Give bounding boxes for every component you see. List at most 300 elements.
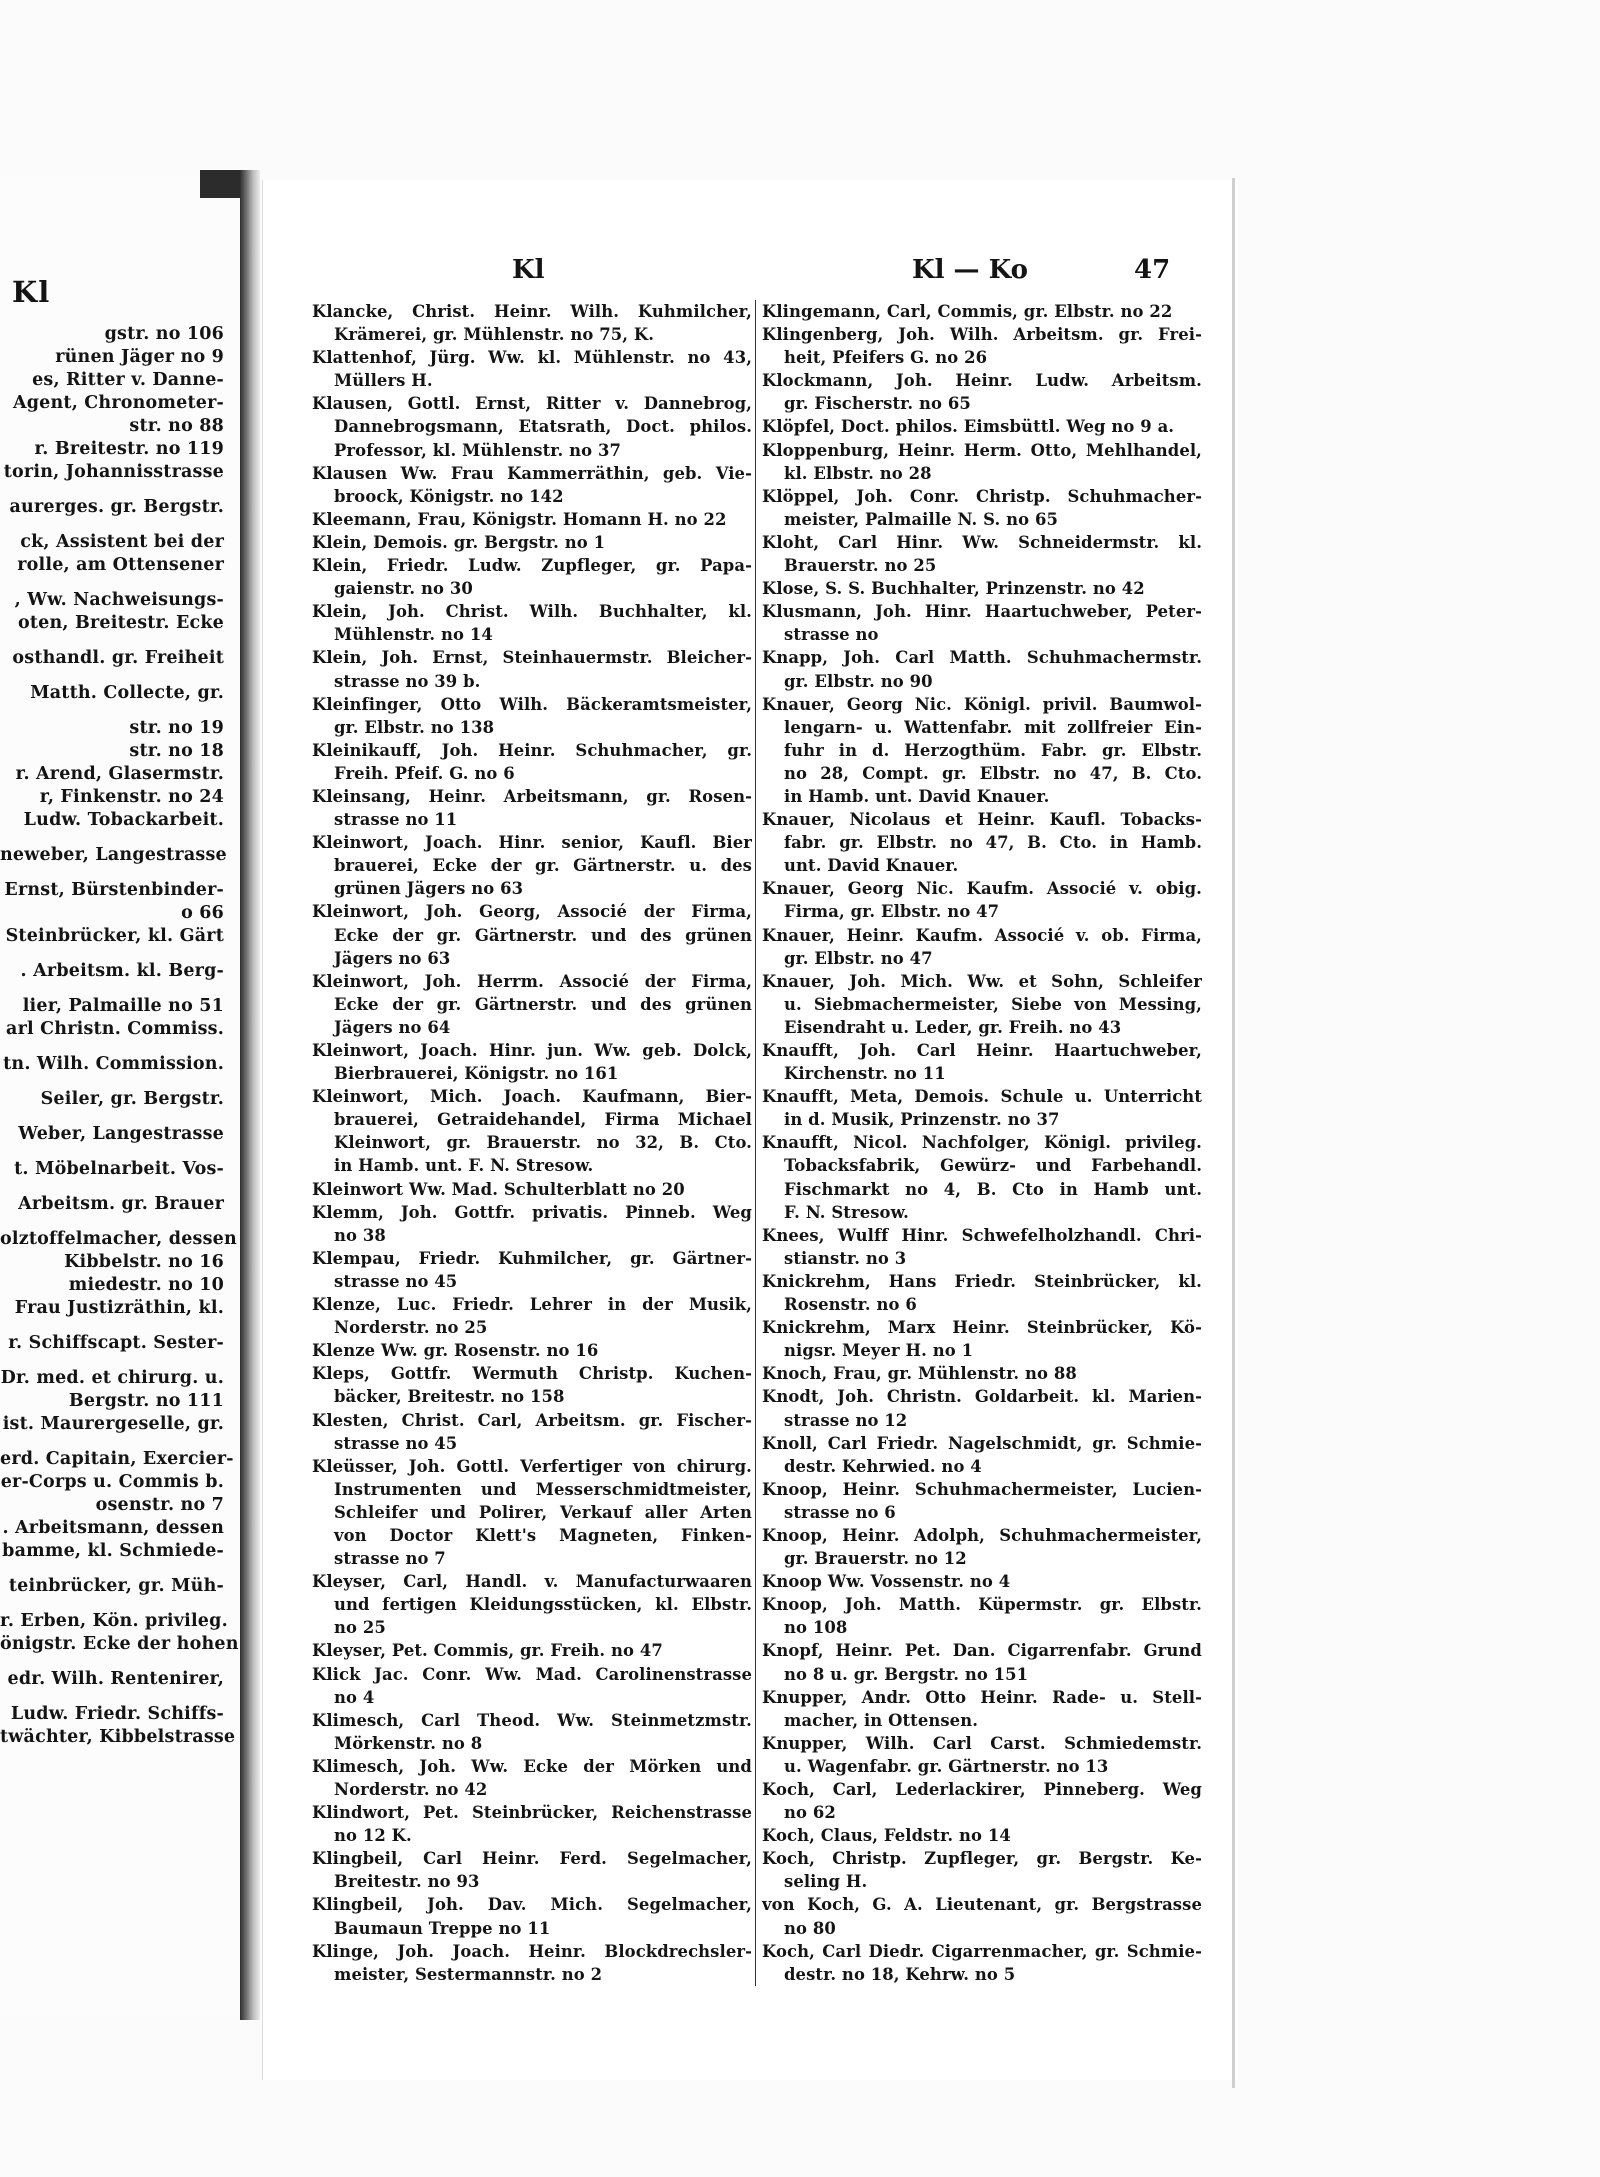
previous-page-line: r. Arend, Glasermstr. — [15, 764, 224, 784]
directory-entry — [312, 785, 752, 831]
entry-continuation-line: Kirchenstr. no 11 — [784, 1064, 946, 1084]
entry-continuation-line: fabr. gr. Elbstr. no 47, B. Cto. in Hamb. — [784, 833, 1202, 853]
entry-name-line: Klick Jac. Conr. Ww. Mad. Carolinenstrasse — [312, 1664, 752, 1684]
directory-entry — [762, 577, 1202, 600]
directory-entry — [762, 808, 1202, 877]
entry-continuation-line: in Hamb. unt. F. N. Stresow. — [334, 1156, 594, 1176]
directory-entry — [312, 1085, 752, 1177]
entry-name-line: Klingbeil, Joh. Dav. Mich. Segelmacher, — [312, 1895, 752, 1915]
directory-entry — [762, 1432, 1202, 1478]
previous-page-line — [0, 670, 240, 682]
previous-page-line: Dr. med. et chirurg. u. — [0, 1368, 224, 1388]
directory-entry — [312, 1362, 752, 1408]
entry-continuation-line: gr. Elbstr. no 47 — [784, 948, 933, 968]
directory-entry — [762, 1639, 1202, 1685]
entry-name-line: Klockmann, Joh. Heinr. Ludw. Arbeitsm. — [762, 371, 1202, 391]
entry-continuation-line: no 80 — [784, 1918, 836, 1938]
entry-name-line: Knopf, Heinr. Pet. Dan. Cigarrenfabr. Grund — [762, 1641, 1202, 1661]
directory-entry — [762, 415, 1202, 438]
previous-page-line: ck, Assistent bei der — [20, 532, 224, 552]
directory-entry — [762, 1085, 1202, 1131]
previous-page-line: str. no 18 — [129, 741, 224, 761]
book-gutter — [240, 170, 260, 2020]
previous-page-line: neweber, Langestrasse — [0, 845, 227, 865]
directory-entry — [312, 739, 752, 785]
previous-page-line: lier, Palmaille no 51 — [22, 996, 224, 1016]
entry-continuation-line: Rosenstr. no 6 — [784, 1295, 917, 1315]
entry-name-line: Klindwort, Pet. Steinbrücker, Reichenstrasse — [312, 1803, 752, 1823]
previous-page-line — [0, 867, 240, 879]
entry-continuation-line: no 108 — [784, 1618, 848, 1638]
directory-entry — [762, 1732, 1202, 1778]
entry-name-line: Klingemann, Carl, Commis, gr. Elbstr. no 22 — [762, 302, 1173, 321]
entry-name-line: Knauer, Georg Nic. Kaufm. Associé v. obig. — [762, 879, 1202, 899]
previous-page-line — [0, 1656, 240, 1668]
entry-name-line: Koch, Carl, Lederlackirer, Pinneberg. Weg — [762, 1780, 1202, 1799]
entry-continuation-line: gr. Elbstr. no 138 — [334, 717, 495, 737]
entry-name-line: Klenze Ww. gr. Rosenstr. no 16 — [312, 1341, 599, 1361]
directory-entry — [762, 1778, 1202, 1824]
directory-entry — [312, 1201, 752, 1247]
entry-name-line: Kleinikauff, Joh. Heinr. Schuhmacher, gr. — [312, 740, 752, 760]
directory-entry — [762, 323, 1202, 369]
entry-name-line: Knoop, Heinr. Schuhmachermeister, Lucien- — [762, 1479, 1202, 1499]
entry-name-line: Knapp, Joh. Carl Matth. Schuhmachermstr. — [762, 648, 1202, 668]
entry-continuation-line: gr. Brauerstr. no 12 — [784, 1549, 967, 1569]
page-header — [262, 255, 1187, 291]
previous-page-text — [0, 323, 240, 1749]
directory-entry — [312, 1570, 752, 1639]
entry-continuation-line: strasse no 6 — [784, 1502, 896, 1522]
entry-name-line: von Koch, G. A. Lieutenant, gr. Bergstrasse — [762, 1895, 1202, 1915]
directory-entry — [312, 1455, 752, 1570]
entry-continuation-line: Mühlenstr. no 14 — [334, 625, 493, 645]
entry-name-line: Kleinwort, Mich. Joach. Kaufmann, Bier- — [312, 1087, 752, 1107]
previous-page-line — [0, 1146, 240, 1158]
entry-name-line: Knaufft, Joh. Carl Heinr. Haartuchweber, — [762, 1041, 1202, 1060]
directory-entry — [312, 1409, 752, 1455]
entry-continuation-line: Eisendraht u. Leder, gr. Freih. no 43 — [784, 1017, 1122, 1037]
directory-entry — [312, 300, 752, 346]
entry-continuation-line: strasse no 39 b. — [334, 671, 481, 691]
previous-page-line: osthandl. gr. Freiheit — [12, 648, 224, 668]
entry-continuation-line: Jägers no 63 — [334, 948, 451, 968]
entry-name-line: Klenze, Luc. Friedr. Lehrer in der Musik, — [312, 1295, 752, 1315]
entry-name-line: Klusmann, Joh. Hinr. Haartuchweber, Peter- — [762, 602, 1202, 622]
directory-entry — [312, 831, 752, 900]
directory-entry — [312, 600, 752, 646]
directory-entry — [762, 970, 1202, 1039]
previous-page-line: str. no 19 — [129, 718, 224, 738]
entry-continuation-line: strasse no 45 — [334, 1271, 458, 1291]
entry-name-line: Koch, Carl Diedr. Cigarrenmacher, gr. Schmie- — [762, 1941, 1202, 1961]
previous-page-line: torin, Johannisstrasse — [3, 462, 224, 482]
previous-page-line: ist. Maurergeselle, gr. — [2, 1414, 224, 1434]
directory-entry — [312, 554, 752, 600]
entry-name-line: Kleemann, Frau, Königstr. Homann H. no 22 — [312, 509, 727, 529]
previous-page-line: edr. Wilh. Rentenirer, — [7, 1669, 224, 1689]
entry-continuation-line: Fischmarkt no 4, B. Cto in Hamb unt. — [784, 1179, 1202, 1199]
entries-column-right — [755, 300, 1202, 1986]
entry-continuation-line: gr. Elbstr. no 90 — [784, 671, 933, 691]
directory-entry — [312, 1339, 752, 1362]
entry-continuation-line: von Doctor Klett's Magneten, Finken- — [334, 1525, 752, 1545]
entry-name-line: Knickrehm, Marx Heinr. Steinbrücker, Kö- — [762, 1318, 1202, 1338]
previous-page-line: erd. Capitain, Exercier- — [0, 1449, 234, 1469]
entry-name-line: Klausen Ww. Frau Kammerräthin, geb. Vie- — [312, 463, 752, 483]
entry-name-line: Koch, Claus, Feldstr. no 14 — [762, 1826, 1011, 1846]
directory-entry — [312, 531, 752, 554]
entry-name-line: Kleinfinger, Otto Wilh. Bäckeramtsmeister, — [312, 694, 752, 714]
previous-page-line: Frau Justizräthin, kl. — [14, 1298, 224, 1318]
previous-page-line — [0, 635, 240, 647]
entry-continuation-line: Jägers no 64 — [334, 1017, 451, 1037]
previous-page-line: rolle, am Ottensener — [17, 555, 224, 575]
entry-name-line: Kleps, Gottfr. Wermuth Christp. Kuchen- — [312, 1364, 752, 1384]
entry-continuation-line: Mörkenstr. no 8 — [334, 1733, 483, 1753]
entry-continuation-line: u. Siebmachermeister, Siebe von Messing, — [784, 994, 1202, 1014]
entry-continuation-line: grünen Jägers no 63 — [334, 879, 524, 899]
previous-page-line: Seiler, gr. Bergstr. — [40, 1089, 224, 1109]
entry-continuation-line: unt. David Knauer. — [784, 856, 959, 876]
previous-page-line: Kibbelstr. no 16 — [64, 1252, 224, 1272]
directory-entry — [762, 1847, 1202, 1893]
entry-name-line: Knees, Wulff Hinr. Schwefelholzhandl. Chri- — [762, 1225, 1202, 1245]
left-guide-word: Kl — [512, 255, 545, 285]
previous-page-line: Bergstr. no 111 — [68, 1391, 224, 1411]
entry-name-line: Knickrehm, Hans Friedr. Steinbrücker, kl. — [762, 1271, 1202, 1291]
previous-page-line: es, Ritter v. Danne- — [32, 370, 224, 390]
directory-entry — [762, 1385, 1202, 1431]
previous-page-line — [0, 1436, 240, 1448]
page-edge — [1232, 178, 1235, 2088]
entry-continuation-line: no 12 K. — [334, 1826, 412, 1846]
directory-entry — [312, 900, 752, 969]
entry-continuation-line: lengarn- u. Wattenfabr. mit zollfreier Ein- — [784, 717, 1202, 737]
entry-continuation-line: Ecke der gr. Gärtnerstr. und des grünen — [334, 925, 752, 945]
directory-entry — [762, 1893, 1202, 1939]
entry-name-line: Kleinwort, Joh. Herrm. Associé der Firma, — [312, 971, 752, 991]
previous-page-line — [0, 1320, 240, 1332]
directory-entry — [312, 1847, 752, 1893]
directory-entry — [312, 646, 752, 692]
directory-entry — [762, 600, 1202, 646]
previous-page-line — [0, 1076, 240, 1088]
previous-page-line: Matth. Collecte, gr. — [30, 683, 224, 703]
previous-page-line: Ernst, Bürstenbinder- — [4, 880, 224, 900]
directory-entry — [762, 369, 1202, 415]
directory-entry — [312, 462, 752, 508]
previous-page-line: miedestr. no 10 — [68, 1275, 224, 1295]
page-number: 47 — [1134, 255, 1171, 285]
entry-name-line: Kleinwort, Joach. Hinr. senior, Kaufl. Bier — [312, 833, 752, 853]
entry-continuation-line: und fertigen Kleidungsstücken, kl. Elbstr. — [334, 1595, 752, 1615]
previous-page-line: önigstr. Ecke der hohen — [0, 1634, 239, 1654]
previous-page-line — [0, 1563, 240, 1575]
directory-entry — [762, 1824, 1202, 1847]
entry-continuation-line: Schleifer und Polirer, Verkauf aller Arten — [334, 1502, 752, 1522]
entry-continuation-line: gr. Fischerstr. no 65 — [784, 394, 971, 414]
previous-page-line: Agent, Chronometer- — [12, 393, 224, 413]
previous-page-line: str. no 88 — [129, 416, 224, 436]
entry-name-line: Klempau, Friedr. Kuhmilcher, gr. Gärtner- — [312, 1248, 752, 1268]
previous-page-line: oten, Breitestr. Ecke — [18, 613, 224, 633]
directory-entry — [312, 1039, 752, 1085]
directory-entry — [312, 1801, 752, 1847]
directory-entry — [762, 1224, 1202, 1270]
directory-entry — [762, 531, 1202, 577]
entry-continuation-line: strasse no — [784, 625, 879, 645]
entry-name-line: Klattenhof, Jürg. Ww. kl. Mühlenstr. no 43, — [312, 348, 752, 368]
previous-page-line: bamme, kl. Schmiede- — [2, 1541, 224, 1561]
directory-entry — [312, 346, 752, 392]
entry-name-line: Klein, Joh. Ernst, Steinhauermstr. Bleicher- — [312, 648, 752, 668]
entry-name-line: Klein, Demois. gr. Bergstr. no 1 — [312, 532, 606, 552]
previous-page-line — [0, 519, 240, 531]
directory-entry — [762, 1524, 1202, 1570]
entry-continuation-line: in d. Musik, Prinzenstr. no 37 — [784, 1110, 1060, 1130]
entry-continuation-line: no 62 — [784, 1803, 836, 1823]
entry-name-line: Klesten, Christ. Carl, Arbeitsm. gr. Fischer- — [312, 1410, 752, 1430]
previous-page-line: arl Christn. Commiss. — [6, 1019, 224, 1039]
entry-continuation-line: Kleinwort, gr. Brauerstr. no 32, B. Cto. — [334, 1133, 752, 1153]
directory-entry — [762, 1316, 1202, 1362]
previous-page-fragment — [0, 175, 245, 2015]
entry-name-line: Knauer, Joh. Mich. Ww. et Sohn, Schleifer — [762, 971, 1202, 991]
directory-entry — [762, 1593, 1202, 1639]
entry-continuation-line: strasse no 45 — [334, 1433, 458, 1453]
entry-continuation-line: Norderstr. no 25 — [334, 1318, 488, 1338]
entry-continuation-line: Müllers H. — [334, 371, 433, 391]
previous-page-line: Ludw. Tobackarbeit. — [23, 810, 224, 830]
previous-page-line: Weber, Langestrasse — [18, 1124, 224, 1144]
directory-entry — [762, 485, 1202, 531]
entry-continuation-line: in Hamb. unt. David Knauer. — [784, 786, 1050, 806]
entry-name-line: Klöppel, Joh. Conr. Christp. Schuhmacher- — [762, 486, 1202, 506]
previous-page-line — [0, 1691, 240, 1703]
directory-entry — [312, 1893, 752, 1939]
entry-name-line: Knupper, Wilh. Carl Carst. Schmiedemstr. — [762, 1733, 1202, 1753]
previous-page-line: tn. Wilh. Commission. — [3, 1054, 224, 1074]
entry-name-line: Kleinwort, Joach. Hinr. jun. Ww. geb. Dolck, — [312, 1041, 752, 1060]
directory-entry — [312, 508, 752, 531]
previous-page-line — [0, 1598, 240, 1610]
entry-name-line: Klein, Friedr. Ludw. Zupfleger, gr. Papa- — [312, 556, 752, 576]
directory-entry — [312, 1178, 752, 1201]
entry-name-line: Kleinwort Ww. Mad. Schulterblatt no 20 — [312, 1179, 685, 1199]
previous-page-line: t. Möbelnarbeit. Vos- — [14, 1159, 224, 1179]
previous-page-line: r. Schiffscapt. Sester- — [8, 1333, 224, 1353]
entry-name-line: Knodt, Joh. Christn. Goldarbeit. kl. Marien- — [762, 1387, 1202, 1407]
previous-page-line: olztoffelmacher, dessen — [0, 1229, 237, 1249]
directory-entry — [762, 646, 1202, 692]
entry-continuation-line: Freih. Pfeif. G. no 6 — [334, 763, 515, 783]
directory-entry — [312, 970, 752, 1039]
directory-entry — [312, 1755, 752, 1801]
entry-continuation-line: Ecke der gr. Gärtnerstr. und des grünen — [334, 994, 752, 1014]
entry-continuation-line: Instrumenten und Messerschmidtmeister, — [334, 1479, 752, 1499]
entry-name-line: Klingbeil, Carl Heinr. Ferd. Segelmacher, — [312, 1849, 752, 1869]
directory-entry — [762, 1686, 1202, 1732]
entry-name-line: Kleyser, Carl, Handl. v. Manufacturwaaren — [312, 1572, 752, 1592]
entry-name-line: Klingenberg, Joh. Wilh. Arbeitsm. gr. Frei- — [762, 325, 1202, 345]
entry-name-line: Klausen, Gottl. Ernst, Ritter v. Dannebrog, — [312, 394, 752, 414]
directory-entry — [762, 1940, 1202, 1986]
previous-page-guide-word: Kl — [12, 275, 51, 309]
entry-continuation-line: broock, Königstr. no 142 — [334, 486, 564, 506]
entry-name-line: Klinge, Joh. Joach. Heinr. Blockdrechsler- — [312, 1941, 752, 1961]
entry-continuation-line: Brauerstr. no 25 — [784, 556, 937, 576]
previous-page-line — [0, 1216, 240, 1228]
previous-page-line: r. Erben, Kön. privileg. — [0, 1611, 228, 1631]
entry-name-line: Klein, Joh. Christ. Wilh. Buchhalter, kl. — [312, 602, 752, 622]
previous-page-line: r. Breitestr. no 119 — [34, 439, 224, 459]
previous-page-line: teinbrücker, gr. Müh- — [8, 1576, 224, 1596]
entry-name-line: Koch, Christp. Zupfleger, gr. Bergstr. Ke- — [762, 1849, 1202, 1869]
entry-continuation-line: strasse no 11 — [334, 810, 458, 830]
entry-continuation-line: Norderstr. no 42 — [334, 1780, 488, 1799]
entry-continuation-line: Dannebrogsmann, Etatsrath, Doct. philos. — [334, 417, 752, 437]
directory-entry — [312, 1663, 752, 1709]
directory-entry — [762, 1039, 1202, 1085]
directory-entry — [762, 439, 1202, 485]
previous-page-line: , Ww. Nachweisungs- — [14, 590, 224, 610]
entry-continuation-line: fuhr in d. Herzogthüm. Fabr. gr. Elbstr. — [784, 740, 1202, 760]
entries-column-left — [312, 300, 752, 1986]
entry-name-line: Kloppenburg, Heinr. Herm. Otto, Mehlhandel, — [762, 440, 1202, 460]
previous-page-line: Arbeitsm. gr. Brauer — [18, 1194, 224, 1214]
previous-page-line: rünen Jäger no 9 — [55, 347, 224, 367]
previous-page-line — [0, 1355, 240, 1367]
entry-name-line: Klancke, Christ. Heinr. Wilh. Kuhmilcher, — [312, 302, 752, 321]
entry-continuation-line: gaienstr. no 30 — [334, 579, 473, 599]
directory-entry — [762, 1570, 1202, 1593]
entry-continuation-line: no 28, Compt. gr. Elbstr. no 47, B. Cto. — [784, 763, 1202, 783]
previous-page-line: Ludw. Friedr. Schiffs- — [10, 1704, 224, 1724]
entry-continuation-line: no 4 — [334, 1687, 375, 1707]
entry-name-line: Knoch, Frau, gr. Mühlenstr. no 88 — [762, 1364, 1077, 1384]
previous-page-line — [0, 1181, 240, 1193]
entry-continuation-line: stianstr. no 3 — [784, 1248, 907, 1268]
previous-page-line: twächter, Kibbelstrasse — [0, 1727, 236, 1747]
entry-continuation-line: heit, Pfeifers G. no 26 — [784, 348, 988, 368]
entry-continuation-line: meister, Palmaille N. S. no 65 — [784, 509, 1058, 529]
directory-entry — [762, 1270, 1202, 1316]
entry-continuation-line: Firma, gr. Elbstr. no 47 — [784, 902, 1000, 922]
previous-page-line — [0, 983, 240, 995]
entry-name-line: Knoop Ww. Vossenstr. no 4 — [762, 1572, 1011, 1592]
entry-name-line: Klöpfel, Doct. philos. Eimsbüttl. Weg no 9 a. — [762, 417, 1175, 437]
entry-continuation-line: Tobacksfabrik, Gewürz- und Farbehandl. — [784, 1156, 1202, 1176]
entry-continuation-line: Bierbrauerei, Königstr. no 161 — [334, 1064, 619, 1084]
previous-page-line: Steinbrücker, kl. Gärt — [5, 926, 224, 946]
entry-continuation-line: seling H. — [784, 1872, 868, 1892]
entry-continuation-line: Breitestr. no 93 — [334, 1872, 480, 1892]
directory-entry — [312, 392, 752, 461]
entry-name-line: Kloht, Carl Hinr. Ww. Schneidermstr. kl. — [762, 532, 1202, 552]
directory-entry — [312, 1293, 752, 1339]
directory-entry — [762, 1131, 1202, 1223]
previous-page-line: o 66 — [181, 903, 224, 923]
entry-continuation-line: Professor, kl. Mühlenstr. no 37 — [334, 440, 621, 460]
entry-name-line: Kleinwort, Joh. Georg, Associé der Firma, — [312, 902, 752, 922]
previous-page-line — [0, 705, 240, 717]
entry-name-line: Klose, S. S. Buchhalter, Prinzenstr. no 42 — [762, 579, 1145, 599]
directory-entry — [762, 300, 1202, 323]
entry-name-line: Kleinsang, Heinr. Arbeitsmann, gr. Rosen- — [312, 786, 752, 806]
previous-page-line: aurerges. gr. Bergstr. — [9, 497, 224, 517]
entry-name-line: Kleüsser, Joh. Gottl. Verfertiger von chirurg. — [312, 1456, 752, 1476]
directory-entry — [762, 1478, 1202, 1524]
entry-name-line: Knoll, Carl Friedr. Nagelschmidt, gr. Schmie- — [762, 1433, 1202, 1453]
directory-entry — [762, 693, 1202, 808]
previous-page-line — [0, 832, 240, 844]
directory-entry — [312, 1639, 752, 1662]
entry-continuation-line: strasse no 12 — [784, 1410, 908, 1430]
previous-page-line — [0, 948, 240, 960]
entry-name-line: Knupper, Andr. Otto Heinr. Rade- u. Stell- — [762, 1687, 1202, 1707]
entry-name-line: Knauer, Georg Nic. Königl. privil. Baumwol- — [762, 694, 1202, 714]
entry-name-line: Knauer, Heinr. Kaufm. Associé v. ob. Firma, — [762, 925, 1202, 945]
previous-page-line — [0, 484, 240, 496]
previous-page-line: osenstr. no 7 — [95, 1495, 224, 1515]
entry-continuation-line: brauerei, Ecke der gr. Gärtnerstr. u. des — [334, 856, 752, 876]
entry-name-line: Knoop, Heinr. Adolph, Schuhmachermeister, — [762, 1525, 1202, 1545]
directory-entry — [312, 693, 752, 739]
entry-continuation-line: nigsr. Meyer H. no 1 — [784, 1341, 974, 1361]
entry-name-line: Knaufft, Nicol. Nachfolger, Königl. privileg. — [762, 1133, 1202, 1153]
entry-name-line: Knaufft, Meta, Demois. Schule u. Unterricht — [762, 1087, 1202, 1107]
previous-page-line — [0, 1041, 240, 1053]
previous-page-line: er-Corps u. Commis b. — [0, 1472, 224, 1492]
directory-entry — [312, 1709, 752, 1755]
previous-page-line: r, Finkenstr. no 24 — [39, 787, 224, 807]
directory-entry — [762, 1362, 1202, 1385]
entry-continuation-line: no 8 u. gr. Bergstr. no 151 — [784, 1664, 1029, 1684]
range-guide-words: Kl — Ko — [912, 255, 1028, 285]
entry-continuation-line: macher, in Ottensen. — [784, 1710, 979, 1730]
entry-continuation-line: Krämerei, gr. Mühlenstr. no 75, K. — [334, 325, 654, 345]
entry-name-line: Klimesch, Carl Theod. Ww. Steinmetzmstr. — [312, 1710, 752, 1730]
entry-name-line: Knoop, Joh. Matth. Küpermstr. gr. Elbstr. — [762, 1595, 1202, 1615]
previous-page-line: . Arbeitsm. kl. Berg- — [20, 961, 224, 981]
entry-continuation-line: no 25 — [334, 1618, 386, 1638]
previous-page-line: . Arbeitsmann, dessen — [2, 1518, 224, 1538]
previous-page-line: gstr. no 106 — [104, 324, 224, 344]
directory-entry — [312, 1247, 752, 1293]
entry-continuation-line: no 38 — [334, 1225, 386, 1245]
entry-name-line: Kleyser, Pet. Commis, gr. Freih. no 47 — [312, 1641, 663, 1661]
entry-continuation-line: u. Wagenfabr. gr. Gärtnerstr. no 13 — [784, 1756, 1109, 1776]
directory-entry — [762, 924, 1202, 970]
entry-continuation-line: meister, Sestermannstr. no 2 — [334, 1964, 603, 1984]
entry-continuation-line: kl. Elbstr. no 28 — [784, 463, 932, 483]
entry-continuation-line: strasse no 7 — [334, 1549, 446, 1569]
previous-page-line — [0, 1111, 240, 1123]
entry-continuation-line: destr. no 18, Kehrw. no 5 — [784, 1964, 1016, 1984]
entry-continuation-line: brauerei, Getraidehandel, Firma Michael — [334, 1110, 752, 1130]
entry-continuation-line: bäcker, Breitestr. no 158 — [334, 1387, 565, 1407]
entry-name-line: Klimesch, Joh. Ww. Ecke der Mörken und — [312, 1756, 752, 1776]
entry-name-line: Klemm, Joh. Gottfr. privatis. Pinneb. Weg — [312, 1202, 752, 1222]
entry-continuation-line: F. N. Stresow. — [784, 1202, 909, 1222]
directory-entry — [312, 1940, 752, 1986]
previous-page-line — [0, 577, 240, 589]
directory-entry — [762, 877, 1202, 923]
entry-continuation-line: Baumaun Treppe no 11 — [334, 1918, 551, 1938]
entry-continuation-line: destr. Kehrwied. no 4 — [784, 1456, 982, 1476]
entry-name-line: Knauer, Nicolaus et Heinr. Kaufl. Tobacks- — [762, 810, 1202, 830]
